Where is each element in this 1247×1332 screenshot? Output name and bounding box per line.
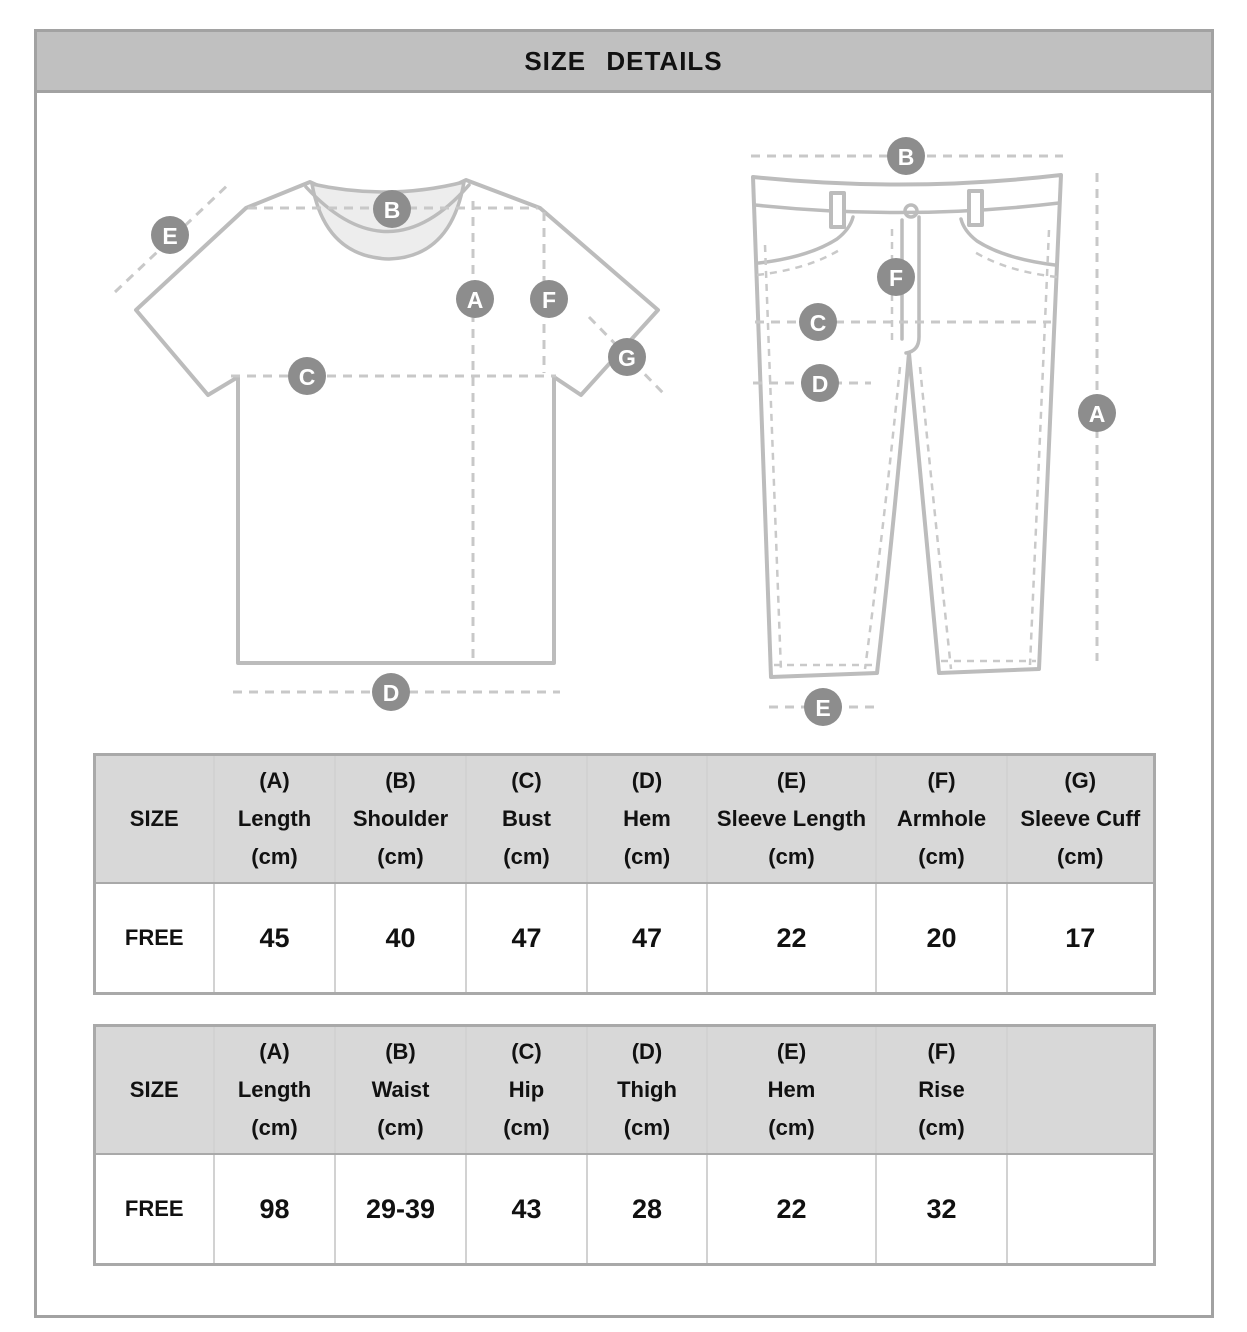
pants-value-hip: 43 [466, 1154, 587, 1265]
pants-outline [753, 175, 1061, 677]
shirt-col-hem: (D) Hem (cm) [587, 755, 707, 884]
size-details-panel [34, 29, 1214, 1318]
svg-text:A: A [1088, 401, 1105, 427]
svg-text:F: F [888, 265, 903, 291]
shirt-value-sleeve-length: 22 [707, 883, 876, 994]
shirt-value-hem: 47 [587, 883, 707, 994]
svg-text:C: C [298, 364, 315, 390]
svg-text:B: B [897, 144, 914, 170]
pants-table-header-row [94, 1026, 1154, 1155]
pants-col-thigh: (D) Thigh (cm) [587, 1026, 707, 1155]
svg-text:E: E [161, 223, 178, 249]
shirt-badge-a [456, 280, 494, 318]
pants-belt-loop-right [969, 191, 982, 225]
shirt-value-shoulder: 40 [335, 883, 466, 994]
svg-text:A: A [466, 287, 483, 313]
pants-col-rise: (F) Rise (cm) [876, 1026, 1007, 1155]
pants-badge-f [877, 258, 915, 296]
pants-col-hip: (C) Hip (cm) [466, 1026, 587, 1155]
pants-col-size: SIZE [94, 1026, 214, 1155]
svg-text:G: G [617, 345, 636, 371]
shirt-col-armhole: (F) Armhole (cm) [876, 755, 1007, 884]
pants-value-hem: 22 [707, 1154, 876, 1265]
shirt-value-length: 45 [214, 883, 335, 994]
svg-text:C: C [809, 310, 826, 336]
svg-text:D: D [811, 371, 828, 397]
size-diagrams [37, 93, 1211, 753]
shirt-value-bust: 47 [466, 883, 587, 994]
pants-value-thigh: 28 [587, 1154, 707, 1265]
pants-value-length: 98 [214, 1154, 335, 1265]
panel-content [37, 93, 1211, 1315]
svg-text:B: B [383, 197, 400, 223]
shirt-value-sleeve-cuff: 17 [1007, 883, 1154, 994]
svg-text:F: F [541, 287, 556, 313]
shirt-col-length: (A) Length (cm) [214, 755, 335, 884]
pants-value-waist: 29-39 [335, 1154, 466, 1265]
shirt-col-bust: (C) Bust (cm) [466, 755, 587, 884]
shirt-row-label: FREE [94, 883, 214, 994]
svg-text:D: D [382, 680, 399, 706]
panel-title: SIZE DETAILS [37, 32, 1211, 93]
pants-badge-d [801, 364, 839, 402]
shirt-size-table [93, 753, 1156, 995]
pants-col-empty [1007, 1026, 1154, 1155]
svg-text:E: E [814, 695, 831, 721]
shirt-badge-b [373, 190, 411, 228]
shirt-col-size: SIZE [94, 755, 214, 884]
pants-col-length: (A) Length (cm) [214, 1026, 335, 1155]
shirt-badge-d [372, 673, 410, 711]
pants-col-waist: (B) Waist (cm) [335, 1026, 466, 1155]
shirt-col-sleeve-cuff: (G) Sleeve Cuff (cm) [1007, 755, 1154, 884]
tshirt-diagram [115, 180, 665, 711]
shirt-badge-c [288, 357, 326, 395]
pants-belt-loop-left [831, 193, 844, 227]
shirt-table-data-row [94, 883, 1154, 994]
shirt-badge-e [151, 216, 189, 254]
pants-value-rise: 32 [876, 1154, 1007, 1265]
shirt-col-sleeve-length: (E) Sleeve Length (cm) [707, 755, 876, 884]
shirt-col-shoulder: (B) Shoulder (cm) [335, 755, 466, 884]
pants-table-data-row [94, 1154, 1154, 1265]
pants-value-empty [1007, 1154, 1154, 1265]
shirt-badge-f [530, 280, 568, 318]
pants-diagram [751, 137, 1116, 726]
shirt-table-header-row [94, 755, 1154, 884]
pants-badge-e [804, 688, 842, 726]
pants-col-hem: (E) Hem (cm) [707, 1026, 876, 1155]
pants-size-table [93, 1024, 1156, 1266]
pants-badge-a [1078, 394, 1116, 432]
shirt-value-armhole: 20 [876, 883, 1007, 994]
shirt-badge-g [608, 338, 646, 376]
pants-badge-c [799, 303, 837, 341]
pants-row-label: FREE [94, 1154, 214, 1265]
pants-badge-b [887, 137, 925, 175]
